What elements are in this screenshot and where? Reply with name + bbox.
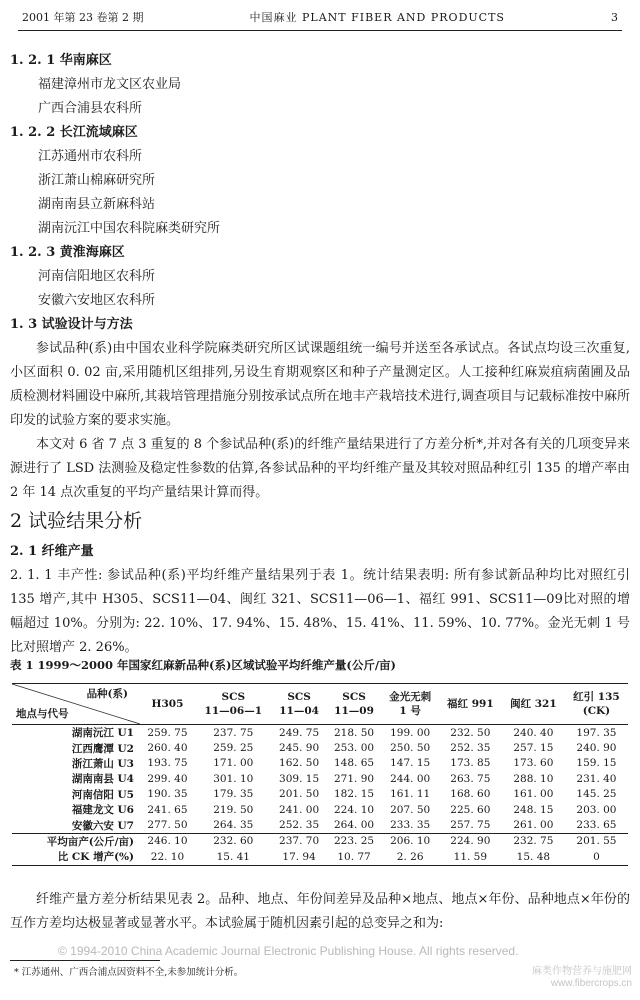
table-cell: 232. 75 [513, 835, 554, 848]
table-cell: 148. 65 [333, 757, 375, 770]
table-cell: 219. 50 [213, 803, 254, 816]
column-header: 红引 135 (CK) [565, 684, 628, 725]
row-label: 浙江萧山 U3 [71, 757, 134, 770]
list-item: 河南信阳地区农科所 [38, 269, 156, 284]
table-cell: 207. 50 [390, 803, 431, 816]
table-cell: 244. 00 [390, 772, 431, 785]
table-cell: 250. 50 [390, 742, 431, 755]
table-cell: 11. 59 [453, 850, 488, 863]
paragraph-methods: 参试品种(系)由中国农业科学院麻类研究所区试课题组统一编号并送至各承试点。各试点均设三次重复,小区面积 0. 02 亩,采用随机区组排列,另设生育期观察区和种子产量测定区。人工接种红麻炭疽病菌圃及品质检测材料圃设中麻所,其栽培管理措施分别按承试点所在地丰产栽培技术进行,调查项目与记载标准按中麻所印发的试验方案的要求实施。 [10, 341, 630, 428]
table-cell: 199. 00 [390, 726, 431, 739]
table-cell: 253. 00 [333, 742, 375, 755]
table-cell: 224. 90 [450, 835, 491, 848]
body-lower [10, 540, 630, 660]
table-cell: 252. 35 [279, 819, 320, 832]
table-cell: 241. 65 [147, 803, 188, 816]
table-cell: 201. 50 [279, 788, 320, 801]
table-cell: 232. 50 [450, 726, 491, 739]
table-cell: 225. 60 [450, 803, 491, 816]
list-item: 江苏通州市农科所 [38, 149, 143, 164]
header-rule [18, 30, 622, 31]
column-header: 金光无刺 1 号 [382, 684, 439, 725]
table-cell: 173. 85 [450, 757, 491, 770]
list-item: 浙江萧山棉麻研究所 [38, 173, 156, 188]
column-header: 福红 991 [439, 684, 502, 725]
table-cell: 264. 00 [333, 819, 375, 832]
table-cell: 17. 94 [282, 850, 316, 863]
column-header: 闽红 321 [502, 684, 565, 725]
section-1-2-2-title: 1. 2. 2 长江流域麻区 [10, 125, 138, 140]
corner-top-label: 品种(系) [86, 688, 128, 700]
table-cell: 168. 60 [450, 788, 491, 801]
table-caption: 表 1 1999～2000 年国家红麻新品种(系)区域试验平均纤维产量(公斤/亩) [10, 658, 396, 672]
row-label: 平均亩产(公斤/亩) [46, 835, 134, 848]
table-cell: 182. 15 [333, 788, 375, 801]
table-cell: 277. 50 [147, 819, 188, 832]
table-row [12, 725, 628, 741]
table-row [12, 740, 628, 755]
table-cell: 171. 00 [213, 757, 254, 770]
site-watermark-text: 麻类作物营养与施肥网 www.fibercrops.cn [532, 966, 632, 989]
table-cell: 257. 15 [513, 742, 554, 755]
table-cell: 193. 75 [147, 757, 188, 770]
table-cell: 288. 10 [513, 772, 554, 785]
table-header-row [12, 684, 628, 725]
row-label: 安徽六安 U7 [71, 819, 134, 832]
paragraph-analysis: 本文对 6 省 7 点 3 重复的 8 个参试品种(系)的纤维产量结果进行了方差分析*,并对各有关的几项变异来源进行了 LSD 法测验及稳定性参数的估算,各参试品种的平均纤维产量及其较对照品种红引 135 的增产率由 2 年 14 点次重复的平均产量结果计算而得。 [10, 437, 630, 500]
table-cell: 231. 40 [576, 772, 617, 785]
table-cell: 301. 10 [213, 772, 254, 785]
table-cell: 10. 77 [337, 850, 371, 863]
list-item: 湖南南县立新麻科站 [38, 197, 156, 212]
table-cell: 15. 41 [216, 850, 250, 863]
list-item: 湖南沅江中国农科院麻类研究所 [38, 221, 221, 236]
table-cell: 179. 35 [213, 788, 254, 801]
section-2-title: 2 试验结果分析 [10, 510, 143, 532]
table-cell: 233. 65 [576, 819, 617, 832]
table-row [12, 802, 628, 817]
table-cell: 206. 10 [390, 835, 431, 848]
section-1-3-title: 1. 3 试验设计与方法 [10, 317, 133, 332]
table-row [12, 817, 628, 833]
column-header: H305 [140, 684, 195, 725]
table-cell: 248. 15 [513, 803, 554, 816]
table-cell: 240. 90 [576, 742, 617, 755]
corner-bottom-label: 地点与代号 [16, 708, 69, 720]
table-cell: 264. 35 [213, 819, 254, 832]
page-number: 3 [611, 10, 618, 24]
table-row [12, 787, 628, 802]
table-corner-cell [12, 684, 140, 725]
table-cell: 260. 40 [147, 742, 188, 755]
row-label: 湖南南县 U4 [71, 773, 134, 786]
table-cell: 261. 00 [513, 819, 554, 832]
table-cell: 147. 15 [390, 757, 431, 770]
table-cell: 246. 10 [147, 835, 188, 848]
table-cell: 218. 50 [333, 726, 375, 739]
header-issue: 2001 年第 23 卷第 2 期 [22, 11, 144, 24]
table-row [12, 771, 628, 786]
header-journal: 中国麻业 PLANT FIBER AND PRODUCTS [249, 11, 505, 24]
body-tail [10, 888, 630, 936]
table-cell: 252. 35 [450, 742, 491, 755]
table-row [12, 849, 628, 865]
section-2-1-title: 2. 1 纤维产量 [10, 544, 94, 559]
table-cell: 0 [593, 850, 600, 863]
site-watermark [532, 966, 632, 990]
table-cell: 145. 25 [576, 788, 617, 801]
table-row [12, 833, 628, 849]
table-cell: 159. 15 [576, 757, 617, 770]
column-header: SCS 11—04 [272, 684, 327, 725]
footnote: * 江苏通州、广西合浦点因资料不全,未参加统计分析。 [14, 967, 244, 978]
footnote-rule [10, 960, 160, 961]
list-item: 广西合浦县农科所 [38, 101, 143, 116]
table-cell: 201. 55 [576, 835, 617, 848]
table-cell: 259. 25 [213, 742, 254, 755]
row-label: 河南信阳 U5 [71, 788, 134, 801]
table-cell: 223. 25 [333, 835, 375, 848]
table-cell: 263. 75 [450, 772, 491, 785]
column-header: SCS 11—09 [327, 684, 382, 725]
table-cell: 245. 90 [279, 742, 320, 755]
table-cell: 299. 40 [147, 772, 188, 785]
table-cell: 224. 10 [333, 803, 375, 816]
running-header [22, 8, 618, 26]
table-cell: 22. 10 [150, 850, 185, 863]
table-cell: 233. 35 [390, 819, 431, 832]
row-label: 比 CK 增产(%) [57, 851, 134, 864]
table-cell: 203. 00 [576, 803, 617, 816]
table-cell: 241. 00 [279, 803, 320, 816]
table-row [12, 756, 628, 771]
yield-table [12, 683, 628, 866]
row-label: 江西鹰潭 U2 [71, 742, 134, 755]
table-cell: 161. 00 [513, 788, 554, 801]
paragraph-yield: 2. 1. 1 丰产性: 参试品种(系)平均纤维产量结果列于表 1。统计结果表明: 所有参试新品种均比对照红引 135 增产,其中 H305、SCS11—04、闽红 321、SCS11—06—1、福红 991、SCS11—09比对照的增幅超过 10%。分别为: 22. 10%、17. 94%、15. 48%、15. 41%、11. 59%、10. 77%。金光无刺 1 号比对照增产 2. 26%。 [10, 568, 630, 655]
row-label: 福建龙文 U6 [71, 804, 134, 817]
table-cell: 249. 75 [279, 726, 320, 739]
table-cell: 240. 40 [513, 726, 554, 739]
publisher-watermark: © 1994-2010 China Academic Journal Electronic Publishing House. All rights reserved. [58, 944, 519, 958]
table-cell: 237. 70 [279, 835, 320, 848]
section-1-2-3-title: 1. 2. 3 黄淮海麻区 [10, 245, 125, 260]
list-item: 福建漳州市龙文区农业局 [38, 77, 182, 92]
row-label: 湖南沅江 U1 [71, 727, 134, 740]
table-cell: 161. 11 [390, 788, 431, 801]
paragraph-variance: 纤维产量方差分析结果见表 2。品种、地点、年份间差异及品种×地点、地点×年份、品种地点×年份的互作方差均达极显著或显著水平。本试验属于随机因素引起的总变异之和为: [10, 892, 630, 931]
table-cell: 259. 75 [147, 726, 188, 739]
list-item: 安徽六安地区农科所 [38, 293, 156, 308]
table-cell: 190. 35 [147, 788, 188, 801]
section-1-2-1-title: 1. 2. 1 华南麻区 [10, 53, 112, 68]
table-cell: 232. 60 [213, 835, 254, 848]
table-cell: 271. 90 [333, 772, 375, 785]
table-cell: 309. 15 [279, 772, 320, 785]
table-cell: 173. 60 [513, 757, 554, 770]
table-cell: 162. 50 [279, 757, 320, 770]
table-cell: 197. 35 [576, 726, 617, 739]
table-cell: 2. 26 [396, 850, 424, 863]
table-cell: 237. 75 [213, 726, 254, 739]
body-upper [10, 49, 630, 505]
table-cell: 15. 48 [516, 850, 551, 863]
table-cell: 257. 75 [450, 819, 491, 832]
column-header: SCS 11—06—1 [195, 684, 272, 725]
